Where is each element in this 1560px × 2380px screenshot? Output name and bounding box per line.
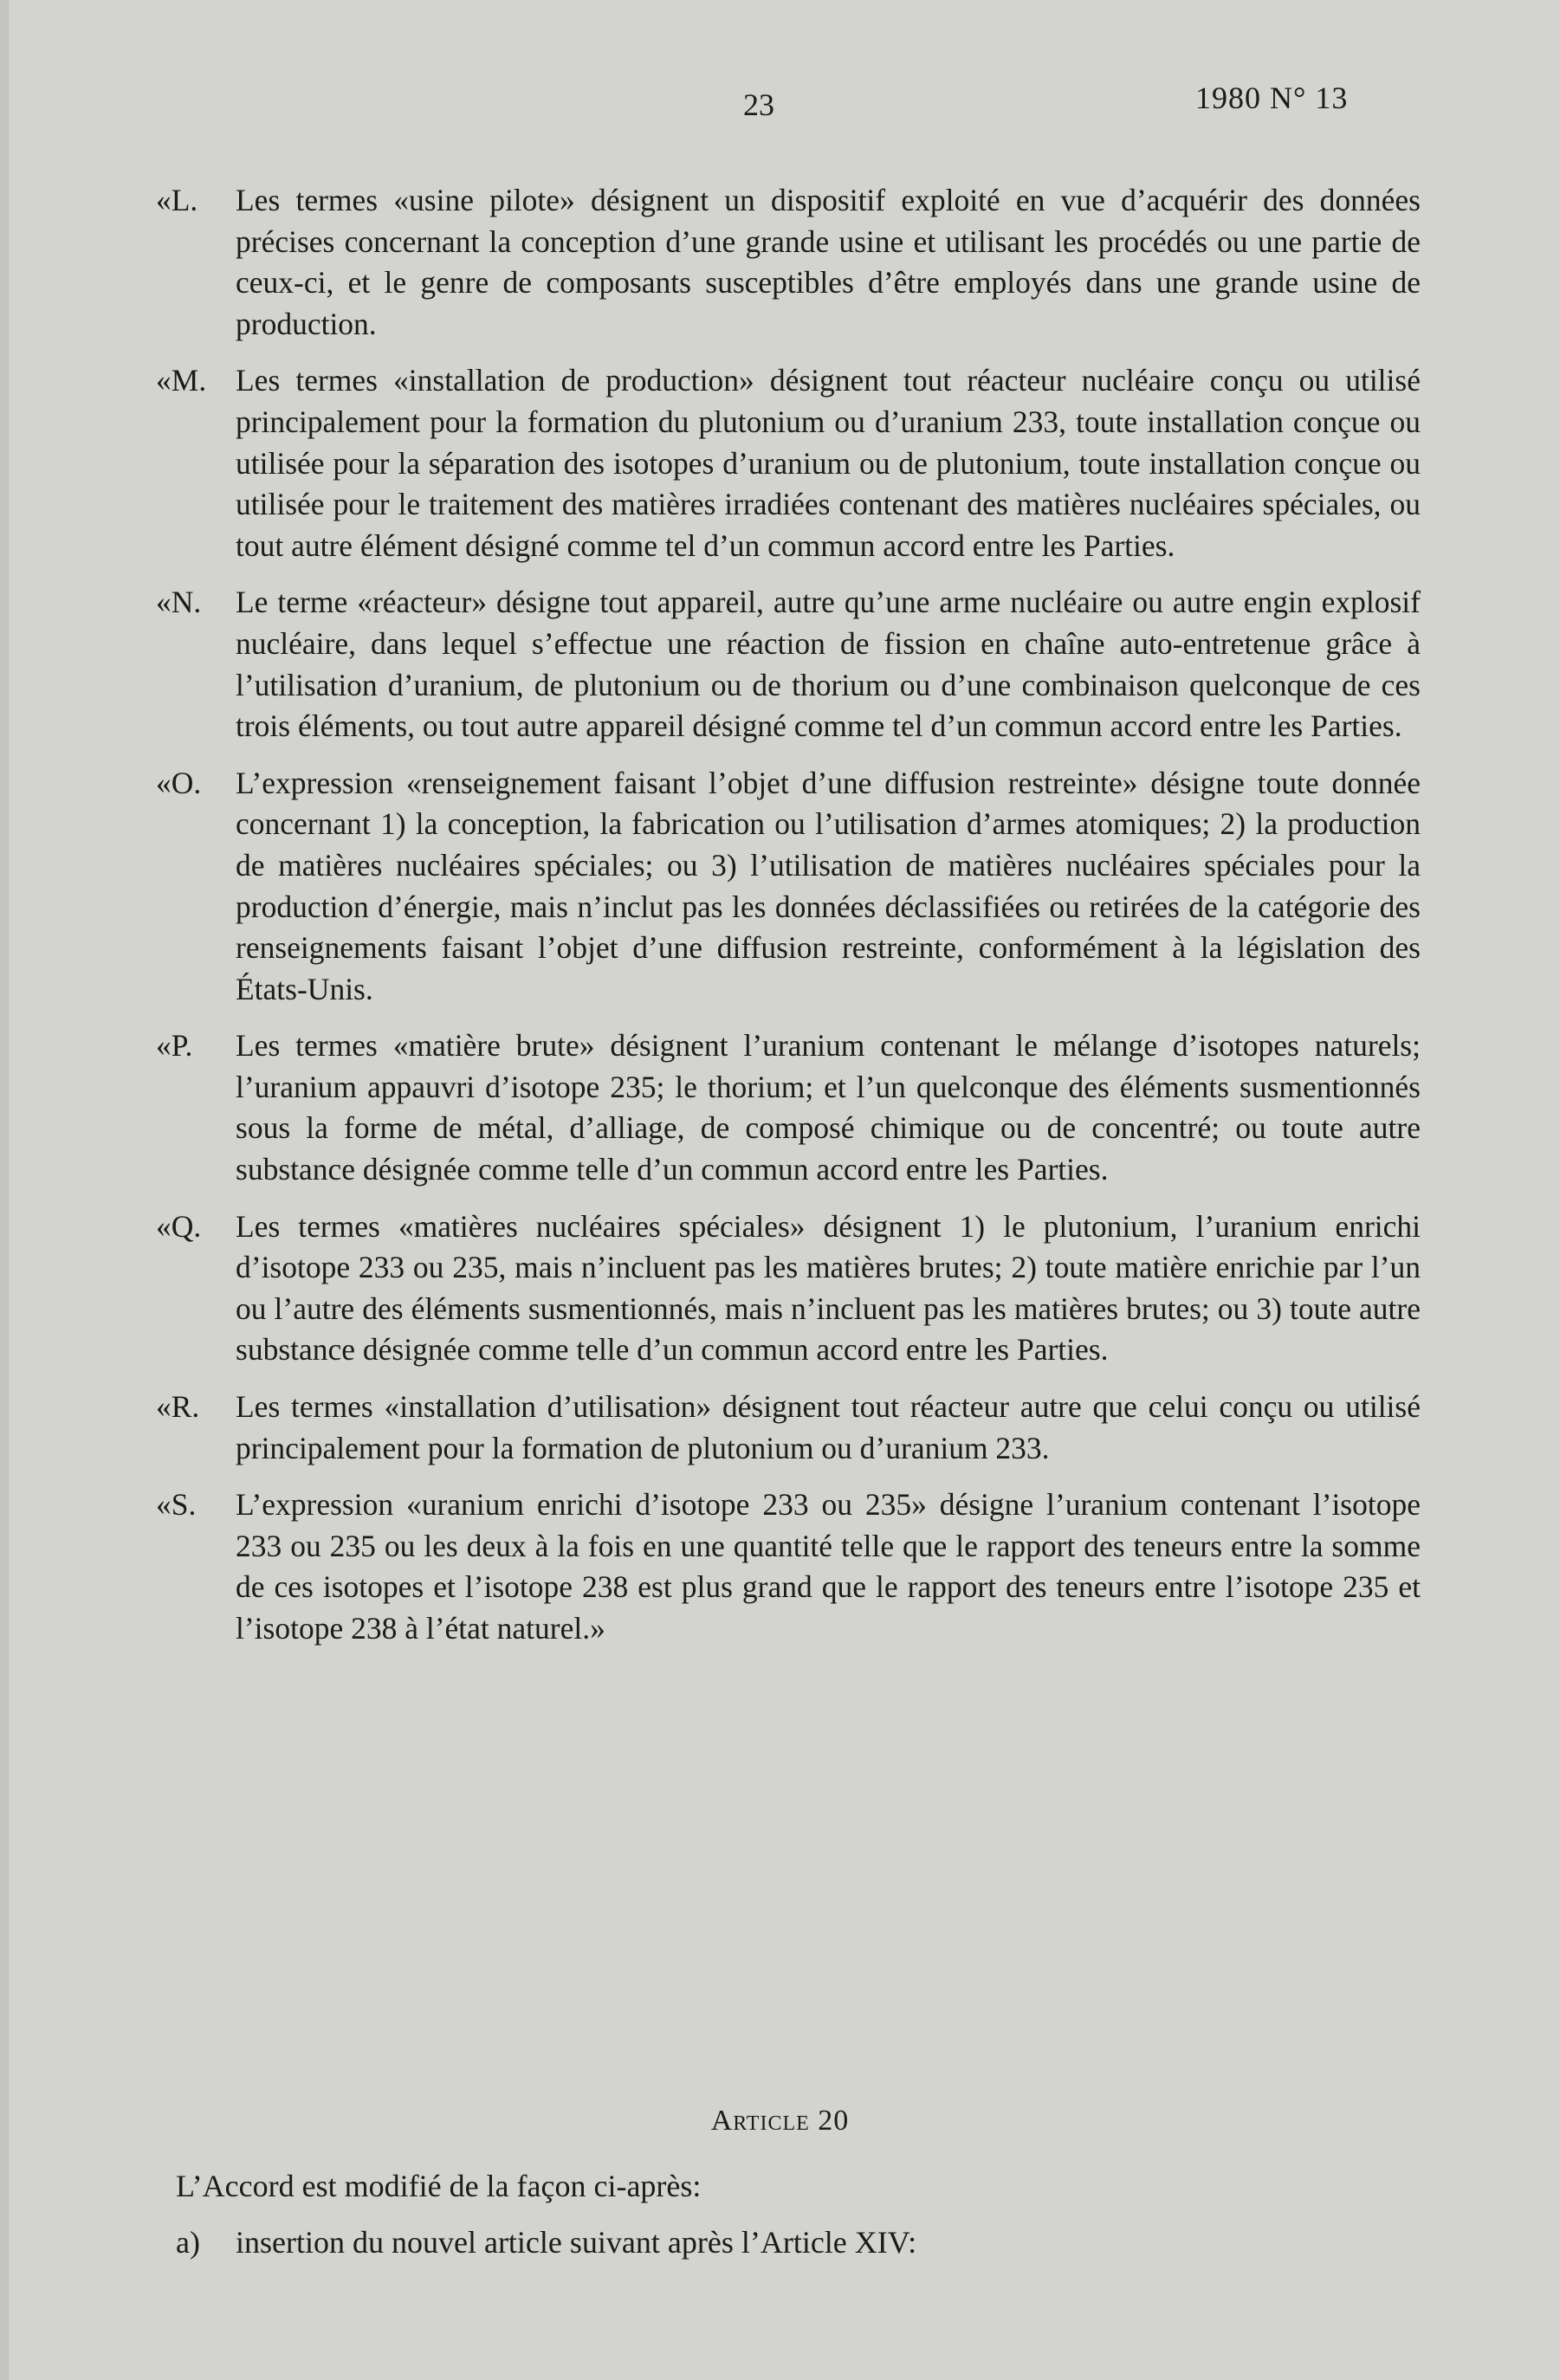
definition-label: «P.: [156, 1028, 193, 1064]
definition-item: [156, 763, 1421, 1011]
article-list-item: [176, 2224, 916, 2260]
definition-item: [156, 180, 1421, 345]
definition-label: «Q.: [156, 1208, 202, 1244]
article-item-label: a): [176, 2225, 200, 2260]
definition-text: Le terme «réacteur» désigne tout appareil, autre qu’une arme nucléaire ou autre engin explosif nucléaire, dans lequel s’effectue une réaction de fission en chaîne auto-entretenue grâce à l’utilisation d’uranium, de plutonium ou de thorium ou d’une combinaison quelconque de ces trois éléments, ou tout autre appareil désigné comme tel d’un commun accord entre les Parties.: [236, 585, 1421, 744]
definition-text: Les termes «installation de production» désignent tout réacteur nucléaire conçu ou utilisé principalement pour la formation du plutonium ou d’uranium 233, toute installation conçue ou utilisée pour la séparation des isotopes d’uranium ou de plutonium, toute installation conçue ou utilisée pour le traitement des matières irradiées contenant des matières nucléaires spéciales, ou tout autre élément désigné comme tel d’un commun accord entre les Parties.: [236, 363, 1421, 563]
definition-text: L’expression «uranium enrichi d’isotope 233 ou 235» désigne l’uranium contenant l’isotope 233 ou 235 ou les deux à la fois en une quantité telle que le rapport des teneurs entre la somme de ces isotopes et l’isotope 238 est plus grand que le rapport des teneurs entre l’isotope 235 et l’isotope 238 à l’état naturel.»: [236, 1487, 1421, 1646]
definition-text: L’expression «renseignement faisant l’objet d’une diffusion restreinte» désigne toute donnée concernant 1) la conception, la fabrication ou l’utilisation d’armes atomiques; 2) la production de matières nucléaires spéciales; ou 3) l’utilisation de matières nucléaires spéciales pour la production d’énergie, mais n’inclut pas les données déclassifiées ou retirées de la catégorie des renseignements faisant l’objet d’une diffusion restreinte, conformément à la législation des États-Unis.: [236, 765, 1421, 1006]
definition-item: [156, 1206, 1421, 1371]
article-intro: L’Accord est modifié de la façon ci-après:: [176, 2169, 702, 2203]
definition-item: [156, 582, 1421, 747]
definition-label: «L.: [156, 183, 198, 217]
definition-text: Les termes «usine pilote» désignent un dispositif exploité en vue d’acquérir des données précises concernant la conception d’une grande usine et utilisant les procédés ou une partie de ceux-ci, et le genre de composants susceptibles d’être employés dans une grande usine de production.: [236, 183, 1421, 341]
page-edge: [0, 0, 9, 2380]
article-heading-number: 20: [818, 2105, 850, 2137]
definition-item: [156, 360, 1421, 566]
article-item-text: insertion du nouvel article suivant après l’Article XIV:: [236, 2225, 917, 2260]
article-heading: [0, 2105, 1560, 2137]
definition-label: «O.: [156, 765, 202, 800]
definition-label: «S.: [156, 1487, 197, 1523]
issue-reference: 1980 N° 13: [1195, 81, 1349, 115]
definitions-list: [156, 180, 1421, 1665]
definition-text: Les termes «installation d’utilisation» désignent tout réacteur autre que celui conçu ou utilisé principalement pour la formation de plutonium ou d’uranium 233.: [236, 1389, 1421, 1465]
definition-text: Les termes «matière brute» désignent l’uranium contenant le mélange d’isotopes naturels; l’uranium appauvri d’isotope 235; le thorium; et l’un quelconque des éléments susmentionnés sous la forme de métal, d’alliage, de composé chimique ou de concentré; ou toute autre substance désignée comme telle d’un commun accord entre les Parties.: [236, 1028, 1421, 1187]
definition-label: «R.: [156, 1389, 200, 1425]
page-number: 23: [743, 87, 774, 122]
definition-item: [156, 1387, 1421, 1469]
definition-text: Les termes «matières nucléaires spéciales» désignent 1) le plutonium, l’uranium enrichi d’isotope 233 ou 235, mais n’incluent pas les matières brutes; 2) toute matière enrichie par l’un ou l’autre des éléments susmentionnés, mais n’incluent pas les matières brutes; ou 3) toute autre substance désignée comme telle d’un commun accord entre les Parties.: [236, 1208, 1421, 1368]
article-heading-word: Article: [710, 2105, 810, 2137]
definition-item: [156, 1484, 1421, 1649]
definition-label: «N.: [156, 585, 202, 620]
definition-label: «M.: [156, 363, 207, 398]
definition-item: [156, 1025, 1421, 1190]
